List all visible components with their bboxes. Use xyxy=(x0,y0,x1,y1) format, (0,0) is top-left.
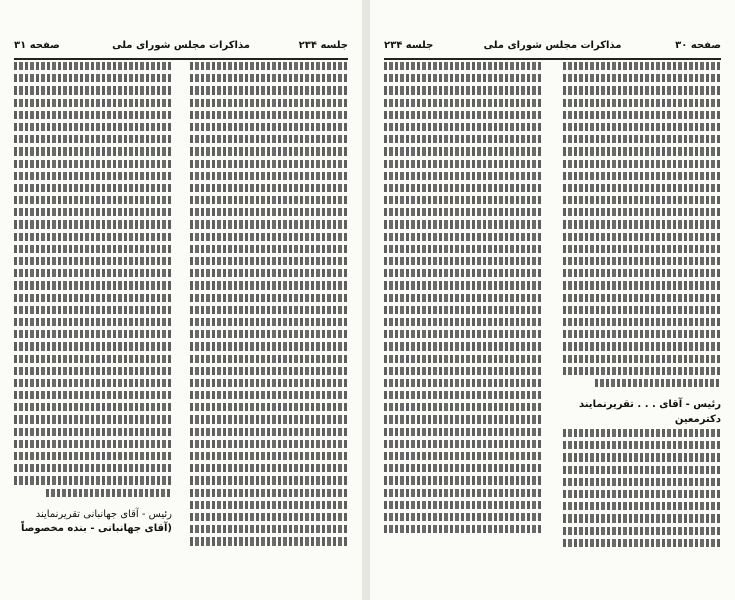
text-column-right xyxy=(563,62,721,572)
journal-title: مذاکرات مجلس شورای ملی xyxy=(483,40,622,51)
text-column-right xyxy=(190,62,348,572)
header-rule xyxy=(14,58,348,60)
chair-remark: رئیس - آقای جهانبانی تقریرنمایند xyxy=(35,508,172,520)
journal-title: مذاکرات مجلس شورای ملی xyxy=(112,40,250,51)
speaker-label: (آقای جهانبانی xyxy=(98,522,172,534)
book-gutter xyxy=(362,0,370,600)
page-number: صفحه ۳۰ xyxy=(675,40,721,51)
speaker-suffix: - بنده مخصوصاً xyxy=(20,522,95,534)
left-page xyxy=(0,0,362,600)
speaker-name: دکترمعین xyxy=(674,414,721,426)
page-number: صفحه ۳۱ xyxy=(14,40,60,51)
header-rule xyxy=(384,58,721,60)
chair-remark: رئیس - آقای . . . تقریرنمایند xyxy=(578,399,721,411)
page-header xyxy=(14,40,348,56)
session-number: جلسه ۲۳۴ xyxy=(298,40,348,51)
speaker-name xyxy=(14,523,172,534)
text-column-left xyxy=(384,62,542,572)
page-header xyxy=(384,40,721,56)
text-column-left xyxy=(14,62,172,572)
session-number: جلسه ۲۳۴ xyxy=(384,40,434,51)
right-page xyxy=(370,0,735,600)
